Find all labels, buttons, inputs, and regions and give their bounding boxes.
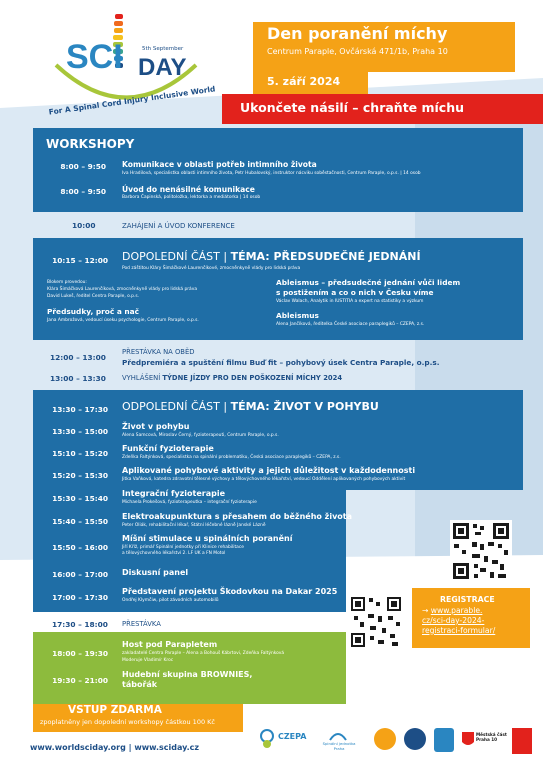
logo-sci: SCI xyxy=(66,38,123,76)
morning-patron: Pod záštitou Kláry Šimáčkové Laurenčíkové, zmocněnkyně vlády pro lidská práva xyxy=(122,266,301,271)
afternoon-sep: | xyxy=(223,400,228,413)
partner-czepa: CZEPA xyxy=(278,732,307,741)
program-info-link-3[interactable]: poskozeni-michy/ xyxy=(352,687,419,697)
morning-talk3-sub: Alena Jančíková, ředitelka České asociace paraplegiků – CZEPA, z.s. xyxy=(276,322,425,327)
pm-sub-3: Jitka Vaňková, katedra zdravotní tělesné výchovy a tělovýchovného lékařství, vedoucí Oddělení aplikovaných pohybových aktivit xyxy=(122,477,406,482)
morning-talk1-sub: Jana Ambrožová, vedoucí úseku psychologie, Centrum Paraple, o.p.s. xyxy=(47,318,199,323)
registration-title: REGISTRACE xyxy=(440,595,495,604)
slogan: Ukončete násilí – chraňte míchu xyxy=(240,100,465,115)
partner-praha10: Městská část Praha 10 xyxy=(476,732,507,743)
registration-link-2: cz/sci-day-2024- xyxy=(422,615,485,625)
announce-time: 13:00 – 13:30 xyxy=(50,374,106,383)
pm-time-8: 17:00 – 17:30 xyxy=(52,593,108,602)
pm-time-7: 16:00 – 17:00 xyxy=(52,570,108,579)
spinal-unit-icon xyxy=(328,728,348,742)
pm-time-4: 15:30 – 15:40 xyxy=(52,494,108,503)
announce-label xyxy=(122,374,342,382)
morning-talk2-title-1: Ableismus – předsudečné jednání vůči lidem xyxy=(276,278,461,287)
morning-hosts-label: Blokem provedou: xyxy=(47,280,87,285)
free-sub: zpoplatněny jen dopolední workshopy částkou 100 Kč xyxy=(40,718,215,726)
footer-urls xyxy=(30,743,199,752)
workshop-time-2: 8:00 – 9:50 xyxy=(60,187,106,196)
praha10-crest-icon xyxy=(462,732,474,748)
pm-time-5: 15:40 – 15:50 xyxy=(52,517,108,526)
registration-link-3: registraci-formular/ xyxy=(422,625,496,635)
opening-label: ZAHÁJENÍ A ÚVOD KONFERENCE xyxy=(122,222,235,230)
afternoon-theme: TÉMA: ŽIVOT V POHYBU xyxy=(230,400,379,413)
pm-sub-2: Zdeňka Faltýnková, specialistka na spinální problematiku, Česká asociace paraplegiků – CZEPA, z.s. xyxy=(122,455,341,460)
program-info-line2: najdete na xyxy=(352,667,401,677)
logo-tagline: For A Spinal Cord Injury Inclusive World xyxy=(48,84,216,117)
evening-sub-1: zakladatelé Centra Paraple – Alena a Bohouš Kábrtovi, Zdeňka Faltýnková xyxy=(122,651,285,656)
evening-time-2: 19:30 – 21:00 xyxy=(52,676,108,685)
partner-spinal: Spinální jednotka Praha xyxy=(322,741,356,751)
evening-title-2b: tábořák xyxy=(122,680,158,689)
pm-sub-6b: a tělovýchovného lékařství 2. LF UK a FN Motol xyxy=(122,551,226,556)
program-info-line1: Podrobný program a další informace xyxy=(352,658,509,667)
pm-title-6: Míšní stimulace u spinálních poranění xyxy=(122,534,293,543)
workshop-title-2: Úvod do nenásilné komunikace xyxy=(122,185,255,194)
workshop-title-1: Komunikace v oblasti potřeb intimního života xyxy=(122,160,317,169)
pm-title-2: Funkční fyzioterapie xyxy=(122,444,214,453)
workshop-sub-2: Barbora Čapinská, politoložka, lektorka a mediátorka | 14 osob xyxy=(122,195,261,200)
evening-time-1: 18:00 – 19:30 xyxy=(52,649,108,658)
morning-theme: TÉMA: PŘEDSUDEČNÉ JEDNÁNÍ xyxy=(230,250,421,263)
break2-label: PŘESTÁVKA xyxy=(122,620,161,628)
sciday-logo xyxy=(18,10,218,120)
pm-sub-6: Jiří Kříž, primář Spinální jednotky při Klinice rehabilitace xyxy=(122,545,244,550)
morning-sep: | xyxy=(223,250,228,263)
morning-part: DOPOLEDNÍ ČÁST xyxy=(122,250,220,263)
morning-host-2: David Lukeš, ředitel Centra Paraple, o.p.s. xyxy=(47,294,140,299)
pm-title-1: Život v pohybu xyxy=(122,422,190,431)
evening-sub-1b: Moderuje Vladimír Kroc xyxy=(122,658,174,663)
partner-czepa-logo xyxy=(258,728,308,752)
break2-time: 17:30 – 18:00 xyxy=(52,620,108,629)
pm-time-6: 15:50 – 16:00 xyxy=(52,543,108,552)
partner-spinal-logo xyxy=(318,728,360,756)
lunch-premiere: Předpremiéra a spuštění filmu Buď fit – pohybový úsek Centra Paraple, o.p.s. xyxy=(122,358,440,367)
pm-sub-5: Peter Oliák, rehabilitační lékař, Státní léčebné lázně Janské Lázně xyxy=(122,523,266,528)
header-venue: Centrum Paraple, Ovčárská 471/1b, Praha 10 xyxy=(267,47,448,56)
pm-sub-8: Ondřej Klymčiw, pilot závodních automobilů xyxy=(122,598,219,603)
pm-sub-1: Alena Samcová, Miroslav Černý, fyzioterapeuti, Centrum Paraple, o.p.s. xyxy=(122,433,279,438)
logo-day: DAY xyxy=(138,54,187,81)
partner-logo-3 xyxy=(374,728,396,750)
program-info-link-2[interactable]: akce/sci-day-2024-mezinarodni-den- xyxy=(352,677,491,687)
workshops-heading: WORKSHOPY xyxy=(46,137,135,151)
qr-code-program[interactable] xyxy=(348,594,404,650)
footer-url-2[interactable]: www.sciday.cz xyxy=(134,743,200,752)
announce-plain: VYHLÁŠENÍ xyxy=(122,374,163,382)
pm-sub-4: Michaela Prokešová, fyzioterapeutka – integrační fyzioterapie xyxy=(122,500,257,505)
announce-bold: TÝDNE JÍZDY PRO DEN POŠKOZENÍ MÍCHY 2024 xyxy=(162,374,343,382)
morning-talk2-sub: Václav Walach, Analytik in IUSTITIA a expert na statistiky a výzkum xyxy=(276,299,424,304)
morning-heading xyxy=(122,250,421,263)
logo-date: 5th September xyxy=(142,46,184,52)
header-title: Den poranění míchy xyxy=(267,24,448,43)
pm-time-2: 15:10 – 15:20 xyxy=(52,449,108,458)
header-date: 5. září 2024 xyxy=(267,75,341,88)
evening-title-2: Hudební skupina BROWNIES, xyxy=(122,670,253,679)
program-info-arrow: → xyxy=(400,667,407,677)
morning-talk1-title: Předsudky, proč a nač xyxy=(47,307,140,316)
czepa-icon xyxy=(258,728,276,750)
pm-title-3: Aplikované pohybové aktivity a jejich důležitost v každodennosti xyxy=(122,466,416,475)
partner-logo-5 xyxy=(434,728,454,752)
workshop-time-1: 8:00 – 9:50 xyxy=(60,162,106,171)
partner-praha10-logo xyxy=(462,730,510,756)
pm-title-7: Diskusní panel xyxy=(122,568,189,577)
program-info-link-1[interactable]: www.parable.cz/paraple/ xyxy=(409,667,503,677)
pm-title-5: Elektroakupunktura s přesahem do běžného života xyxy=(122,512,353,521)
morning-talk3-title: Ableismus xyxy=(276,311,319,320)
evening-title-1: Host pod Parapletem xyxy=(122,640,218,649)
free-title: VSTUP ZDARMA xyxy=(68,704,162,716)
afternoon-heading xyxy=(122,400,379,413)
morning-talk2-title-2: s postižením a co o nich v Česku víme xyxy=(276,288,434,297)
registration-arrow: → xyxy=(422,606,429,615)
workshop-sub-1: Iva Hradilová, specialistka oblasti intimního života, Petr Hubalovský, instruktor nácviku soběstačnosti, Centrum Paraple, o.p.s. | 14 osob xyxy=(122,171,421,176)
registration-link[interactable] xyxy=(422,606,495,636)
afternoon-time: 13:30 – 17:30 xyxy=(52,405,108,414)
partner-logo-4 xyxy=(404,728,426,750)
lunch-label: PŘESTÁVKA NA OBĚD xyxy=(122,348,195,356)
qr-code-registration[interactable] xyxy=(450,520,512,582)
lunch-time: 12:00 – 13:00 xyxy=(50,353,106,362)
pm-title-4: Integrační fyzioterapie xyxy=(122,489,226,498)
morning-time: 10:15 – 12:00 xyxy=(52,256,108,265)
pm-time-1: 13:30 – 15:00 xyxy=(52,427,108,436)
program-info xyxy=(352,658,509,697)
footer-sep: | xyxy=(128,743,132,752)
pm-time-3: 15:20 – 15:30 xyxy=(52,471,108,480)
footer-url-1[interactable]: www.worldsciday.org xyxy=(30,743,126,752)
partner-logo-7 xyxy=(512,728,532,754)
registration-link-1: www.parable. xyxy=(430,606,483,615)
afternoon-part: ODPOLEDNÍ ČÁST xyxy=(122,400,220,413)
opening-time: 10:00 xyxy=(72,221,96,230)
morning-host-1: Klára Šimáčková Laurenčíková, zmocněnkyně vlády pro lidská práva xyxy=(47,287,198,292)
pm-title-8: Představení projektu Škodovkou na Dakar 2025 xyxy=(122,587,338,596)
